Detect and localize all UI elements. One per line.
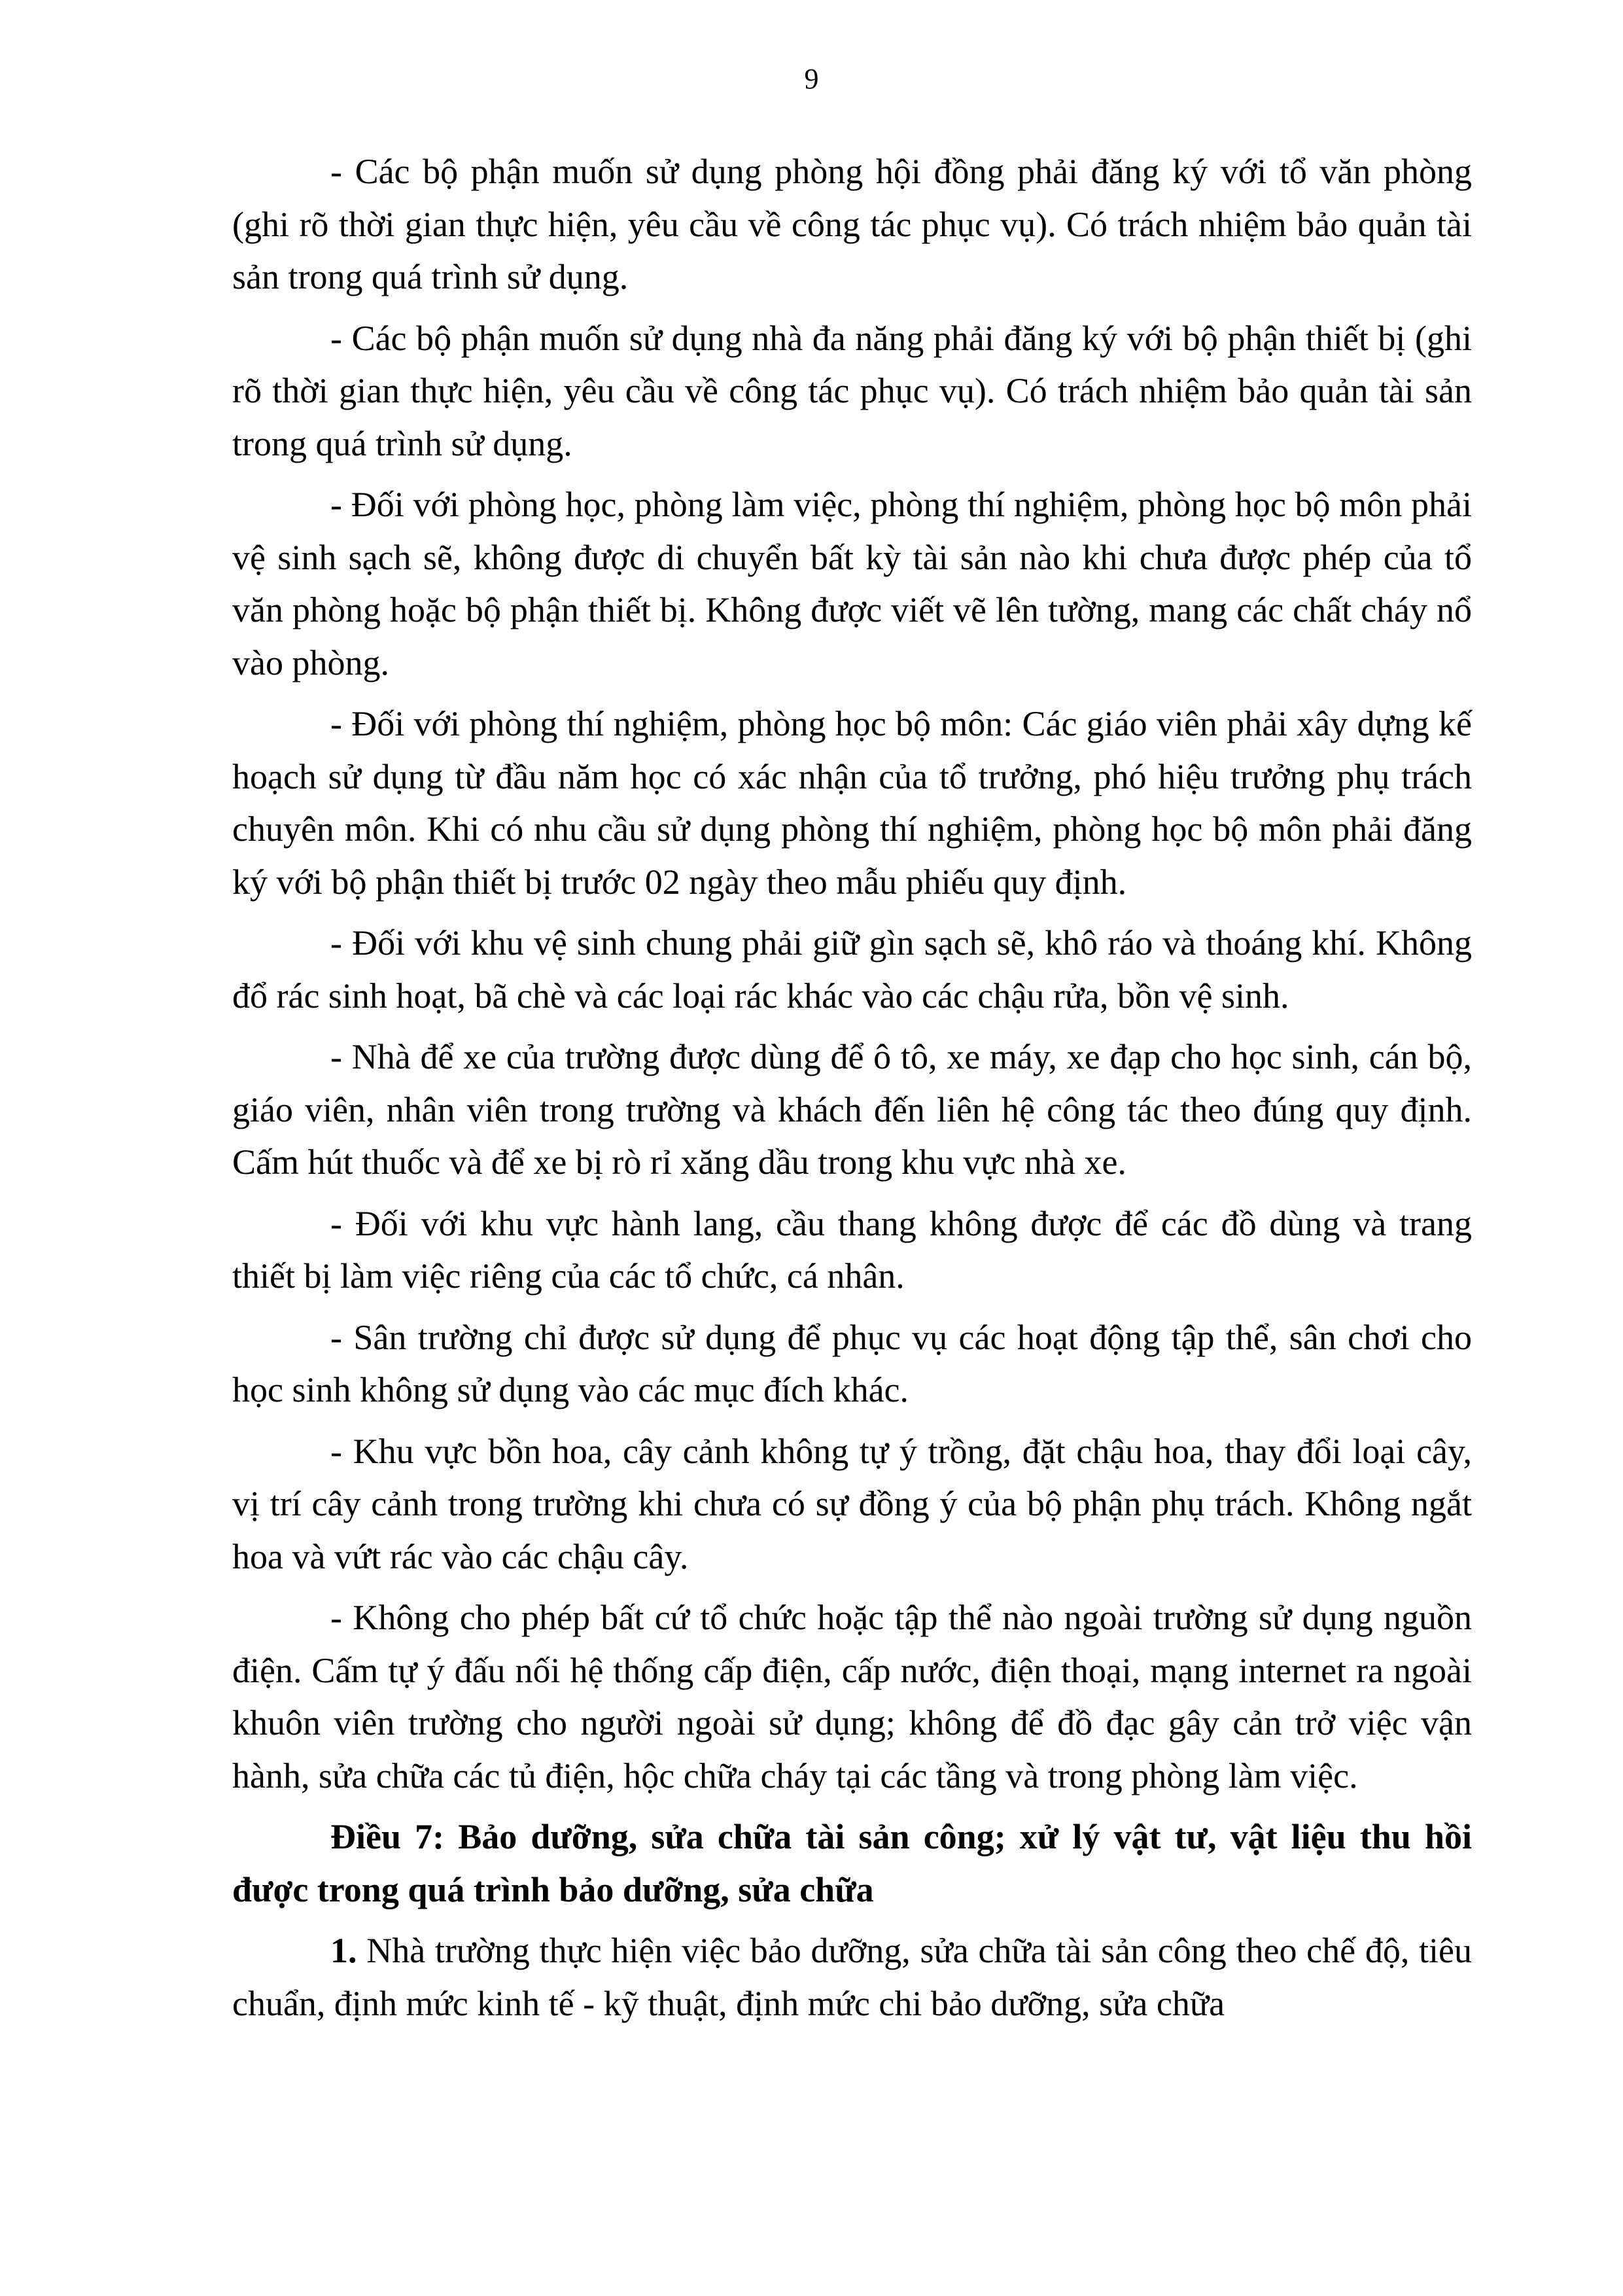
paragraph-multipurpose-hall: - Các bộ phận muốn sử dụng nhà đa năng phải đăng ký với bộ phận thiết bị (ghi rõ thời gian thực hiện, yêu cầu về công tác phục vụ). Có trách nhiệm bảo quản tài sản trong quá trình sử dụng. <box>232 318 1472 463</box>
document-body <box>232 145 1472 2038</box>
paragraph-corridors: - Đối với khu vực hành lang, cầu thang không được để các đồ dùng và trang thiết bị làm việc riêng của các tổ chức, cá nhân. <box>232 1203 1472 1296</box>
paragraph-restrooms: - Đối với khu vệ sinh chung phải giữ gìn sạch sẽ, khô ráo và thoáng khí. Không đổ rác sinh hoạt, bã chè và các loại rác khác vào các chậu rửa, bồn vệ sinh. <box>232 923 1472 1016</box>
page-number: 9 <box>804 63 819 95</box>
paragraph-schoolyard: - Sân trường chỉ được sử dụng để phục vụ các hoạt động tập thể, sân chơi cho học sinh không sử dụng vào các mục đích khác. <box>232 1317 1472 1409</box>
paragraph-council-room: - Các bộ phận muốn sử dụng phòng hội đồng phải đăng ký với tổ văn phòng (ghi rõ thời gian thực hiện, yêu cầu về công tác phục vụ). Có trách nhiệm bảo quản tài sản trong quá trình sử dụng. <box>232 152 1472 296</box>
paragraph-parking: - Nhà để xe của trường được dùng để ô tô, xe máy, xe đạp cho học sinh, cán bộ, giáo viên, nhân viên trong trường và khách đến liên hệ công tác theo đúng quy định. Cấm hút thuốc và để xe bị rò rỉ xăng dầu trong khu vực nhà xe. <box>232 1037 1472 1182</box>
paragraph-classrooms: - Đối với phòng học, phòng làm việc, phòng thí nghiệm, phòng học bộ môn phải vệ sinh sạch sẽ, không được di chuyển bất kỳ tài sản nào khi chưa được phép của tổ văn phòng hoặc bộ phận thiết bị. Không được viết vẽ lên tường, mang các chất cháy nổ vào phòng. <box>232 485 1472 682</box>
paragraph-electricity: - Không cho phép bất cứ tổ chức hoặc tập thể nào ngoài trường sử dụng nguồn điện. Cấm tự ý đấu nối hệ thống cấp điện, cấp nước, điện thoại, mạng internet ra ngoài khuôn viên trường cho người ngoài sử dụng; không để đồ đạc gây cản trở việc vận hành, sửa chữa các tủ điện, hộc chữa cháy tại các tầng và trong phòng làm việc. <box>232 1598 1472 1795</box>
clause-1-text: Nhà trường thực hiện việc bảo dưỡng, sửa chữa tài sản công theo chế độ, tiêu chuẩn, định mức kinh tế - kỹ thuật, định mức chi bảo dưỡng, sửa chữa <box>232 1931 1473 2023</box>
paragraph-laboratories: - Đối với phòng thí nghiệm, phòng học bộ môn: Các giáo viên phải xây dựng kế hoạch sử dụng từ đầu năm học có xác nhận của tổ trưởng, phó hiệu trưởng phụ trách chuyên môn. Khi có nhu cầu sử dụng phòng thí nghiệm, phòng học bộ môn phải đăng ký với bộ phận thiết bị trước 02 ngày theo mẫu phiếu quy định. <box>232 704 1472 902</box>
article-7-heading: Điều 7: Bảo dưỡng, sửa chữa tài sản công; xử lý vật tư, vật liệu thu hồi được trong quá trình bảo dưỡng, sửa chữa <box>232 1817 1472 1909</box>
clause-1-number: 1. <box>330 1931 357 1970</box>
paragraph-flowerbeds: - Khu vực bồn hoa, cây cảnh không tự ý trồng, đặt chậu hoa, thay đổi loại cây, vị trí cây cảnh trong trường khi chưa có sự đồng ý của bộ phận phụ trách. Không ngắt hoa và vứt rác vào các chậu cây. <box>232 1431 1472 1576</box>
clause-1 <box>232 1924 1472 2030</box>
